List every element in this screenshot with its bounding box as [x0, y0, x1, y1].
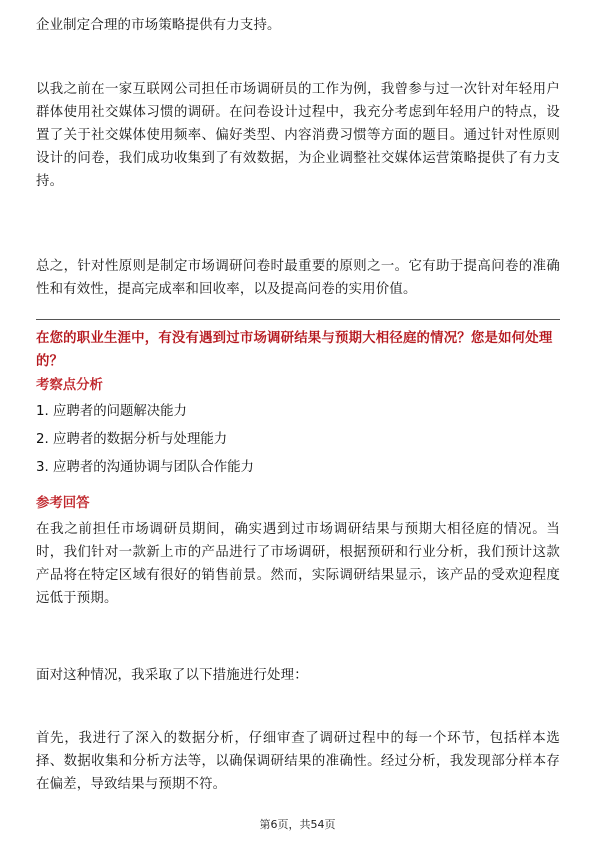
- intro-paragraph-2: 以我之前在一家互联网公司担任市场调研员的工作为例，我曾参与过一次针对年轻用户群体使用社交媒体习惯的调研。在问卷设计过程中，我充分考虑到年轻用户的特点，设置了关于社交媒体使用频率、偏好类型、内容消费习惯等方面的题目。通过针对性原则设计的问卷，我们成功收集到了有效数据，为企业调整社交媒体运营策略提供了有力支持。: [36, 82, 560, 189]
- interview-question: 在您的职业生涯中，有没有遇到过市场调研结果与预期大相径庭的情况？您是如何处理的？: [36, 331, 553, 369]
- page-number: 第6页，共54页: [259, 818, 336, 831]
- intro-paragraph-1: 企业制定合理的市场策略提供有力支持。: [36, 18, 281, 33]
- answer-paragraph-2: 面对这种情况，我采取了以下措施进行处理：: [36, 668, 308, 683]
- analysis-item: 2. 应聘者的数据分析与处理能力: [36, 432, 228, 447]
- section-divider: [36, 319, 560, 320]
- answer-paragraph-3: 首先，我进行了深入的数据分析，仔细审查了调研过程中的每一个环节，包括样本选择、数据收集和分析方法等，以确保调研结果的准确性。经过分析，我发现部分样本存在偏差，导致结果与预期不符。: [36, 731, 560, 792]
- analysis-item: 1. 应聘者的问题解决能力: [36, 404, 187, 419]
- intro-paragraph-3: 总之，针对性原则是制定市场调研问卷时最重要的原则之一。它有助于提高问卷的准确性和有效性，提高完成率和回收率，以及提高问卷的实用价值。: [36, 259, 560, 297]
- answer-heading: 参考回答: [36, 496, 90, 511]
- analysis-item: 3. 应聘者的沟通协调与团队合作能力: [36, 460, 254, 475]
- analysis-heading: 考察点分析: [36, 378, 103, 393]
- answer-paragraph-1: 在我之前担任市场调研员期间，确实遇到过市场调研结果与预期大相径庭的情况。当时，我们针对一款新上市的产品进行了市场调研，根据预研和行业分析，我们预计这款产品将在特定区域有很好的销售前景。然而，实际调研结果显示，该产品的受欢迎程度远低于预期。: [36, 522, 560, 606]
